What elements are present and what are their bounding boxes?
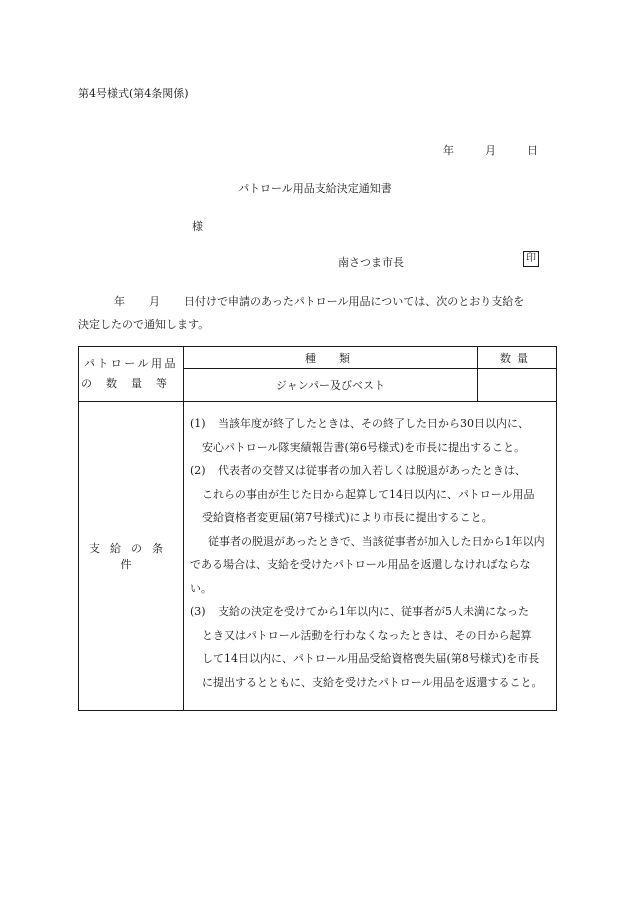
- body-text-2: 決定したので通知します。: [78, 318, 210, 331]
- body-month: 月: [149, 295, 160, 308]
- conditions-label: 支給の条件: [79, 402, 184, 711]
- condition-1-line-1: 当該年度が終了したときは、その終了した日から30日以内に、: [218, 417, 529, 430]
- form-number: 第4号様式(第4条関係): [78, 87, 189, 100]
- condition-3-line-2: とき又はパトロール活動を行わなくなったときは、その日から起算: [202, 628, 532, 642]
- date-month: 月: [485, 144, 496, 157]
- supply-table: [78, 346, 557, 711]
- quantity-label-line-1: パトロール用品: [83, 357, 179, 370]
- document-title: パトロール用品支給決定通知書: [238, 182, 392, 195]
- condition-3-line-4: に提出するとともに、支給を受けたパトロール用品を返還すること。: [202, 675, 543, 689]
- condition-2-note: 従事者の脱退があったときで、当該従事者が加入した日から1年以内である場合は、支給を受けたパトロール用品を返還しなければならない。: [190, 534, 545, 595]
- quantity-label-cell: [79, 347, 184, 402]
- kind-value: ジャンパー及びベスト: [184, 369, 478, 402]
- issuer-name: 南さつま市長: [338, 256, 404, 269]
- conditions-cell: [184, 402, 557, 711]
- condition-3-line-1: 支給の決定を受けてから1年以内に、従事者が5人未満になった: [218, 605, 529, 618]
- seal-mark: 印: [523, 251, 539, 267]
- condition-3-number: (3): [190, 605, 206, 618]
- condition-2-line-2: これらの事由が生じた日から起算して14日以内に、パトロール用品: [202, 487, 535, 501]
- condition-2-line-3: 受給資格者変更届(第7号様式)により市長に提出すること。: [202, 511, 493, 524]
- body-text-1: 日付けで申請のあったパトロール用品については、次のとおり支給を: [184, 295, 525, 308]
- date-day: 日: [527, 144, 538, 157]
- date-year: 年: [443, 144, 454, 157]
- date-line: [443, 142, 538, 158]
- condition-3: [190, 600, 550, 694]
- recipient-suffix: 様: [192, 220, 203, 233]
- body-paragraph: [78, 290, 560, 336]
- body-year: 年: [114, 295, 125, 308]
- quantity-value: [478, 369, 557, 402]
- condition-2-line-1: 代表者の交替又は従事者の加入若しくは脱退があったときは、: [218, 464, 526, 477]
- condition-1-number: (1): [190, 417, 206, 430]
- header-quantity: 数量: [478, 347, 557, 369]
- condition-3-line-3: して14日以内に、パトロール用品受給資格喪失届(第8号様式)を市長: [202, 652, 540, 665]
- quantity-label-line-2: の数量等: [81, 377, 181, 390]
- condition-2-number: (2): [190, 464, 206, 477]
- header-kind: 種 類: [184, 347, 478, 369]
- condition-1: [190, 412, 550, 459]
- condition-1-line-2: 安心パトロール隊実績報告書(第6号様式)を市長に提出すること。: [202, 440, 526, 454]
- condition-2: [190, 459, 550, 530]
